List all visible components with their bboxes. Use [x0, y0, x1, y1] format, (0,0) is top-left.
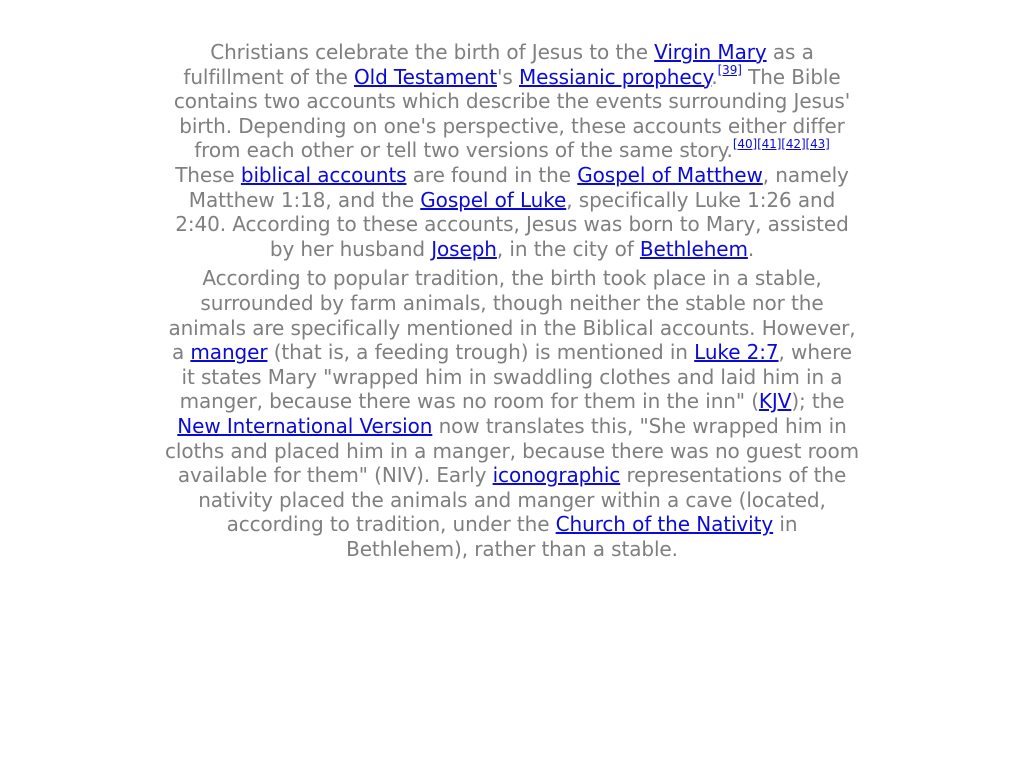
- body-text: Christians celebrate the birth of Jesus to the: [210, 40, 655, 64]
- body-text: , namely Matthew 1:18, and the: [188, 162, 849, 212]
- citation-link-43[interactable]: [43]: [805, 136, 830, 151]
- citation-link-42[interactable]: [42]: [781, 136, 806, 151]
- body-text: in Bethlehem), rather than a stable.: [346, 512, 798, 561]
- link-biblical-accounts[interactable]: biblical accounts: [240, 162, 407, 187]
- body-text: now translates this, "She wrapped him in cloths and placed him in a manger, because there was no guest room available for them" (NIV). Early: [165, 413, 859, 488]
- body-text: ); the: [791, 389, 845, 414]
- body-text: are found in the: [406, 162, 578, 187]
- citation-superscript: [781, 137, 805, 151]
- link-virgin-mary[interactable]: Virgin Mary: [654, 40, 767, 64]
- body-text: as a fulfillment of the: [183, 40, 814, 89]
- link-manger[interactable]: manger: [190, 340, 268, 365]
- citation-link-41[interactable]: [41]: [757, 136, 782, 151]
- nativity-text-block: [163, 40, 861, 566]
- citation-superscript: [757, 137, 781, 151]
- citation-link-40[interactable]: [40]: [732, 136, 758, 151]
- link-church-of-the-nativity[interactable]: Church of the Nativity: [555, 512, 774, 537]
- citation-link-39[interactable]: [39]: [717, 62, 742, 77]
- body-text: .: [711, 64, 718, 89]
- citation-superscript: [733, 137, 757, 151]
- link-new-international-version[interactable]: New International Version: [177, 413, 433, 438]
- body-text: 's: [496, 64, 519, 89]
- body-text: , specifically Luke 1:26 and 2:40. According to these accounts, Jesus was born to Mary, assisted by her husband: [175, 187, 849, 261]
- citation-superscript: [718, 63, 742, 77]
- citation-superscript: [806, 137, 830, 151]
- link-bethlehem[interactable]: Bethlehem: [639, 236, 748, 261]
- paragraph-2: [163, 266, 861, 561]
- link-iconographic[interactable]: iconographic: [492, 463, 621, 488]
- body-text: According to popular tradition, the birth took place in a stable, surrounded by farm animals, though neither the stable nor the animals are specifically mentioned in the Biblical accounts. However, a: [168, 266, 856, 365]
- paragraph-1: [163, 40, 861, 261]
- body-text: (that is, a feeding trough) is mentioned in: [267, 340, 695, 365]
- link-kjv[interactable]: KJV: [758, 389, 792, 414]
- link-old-testament[interactable]: Old Testament: [353, 64, 497, 89]
- body-text: , where it states Mary "wrapped him in swaddling clothes and laid him in a manger, because there was no room for them in the inn" (: [179, 340, 852, 414]
- link-joseph[interactable]: Joseph: [431, 236, 497, 261]
- link-messianic-prophecy[interactable]: Messianic prophecy: [518, 64, 712, 89]
- body-text: .: [747, 236, 755, 261]
- link-gospel-of-luke[interactable]: Gospel of Luke: [420, 187, 567, 212]
- body-text: These: [175, 162, 241, 187]
- body-text: The Bible contains two accounts which describe the events surrounding Jesus' birth. Depending on one's perspective, these accounts either differ from each other or tell two versions of the same story.: [173, 64, 851, 163]
- link-luke-2-7[interactable]: Luke 2:7: [694, 340, 779, 365]
- link-gospel-of-matthew[interactable]: Gospel of Matthew: [577, 162, 763, 187]
- body-text: , in the city of: [496, 236, 640, 261]
- body-text: representations of the nativity placed the animals and manger within a cave (located, according to tradition, under the: [198, 463, 847, 537]
